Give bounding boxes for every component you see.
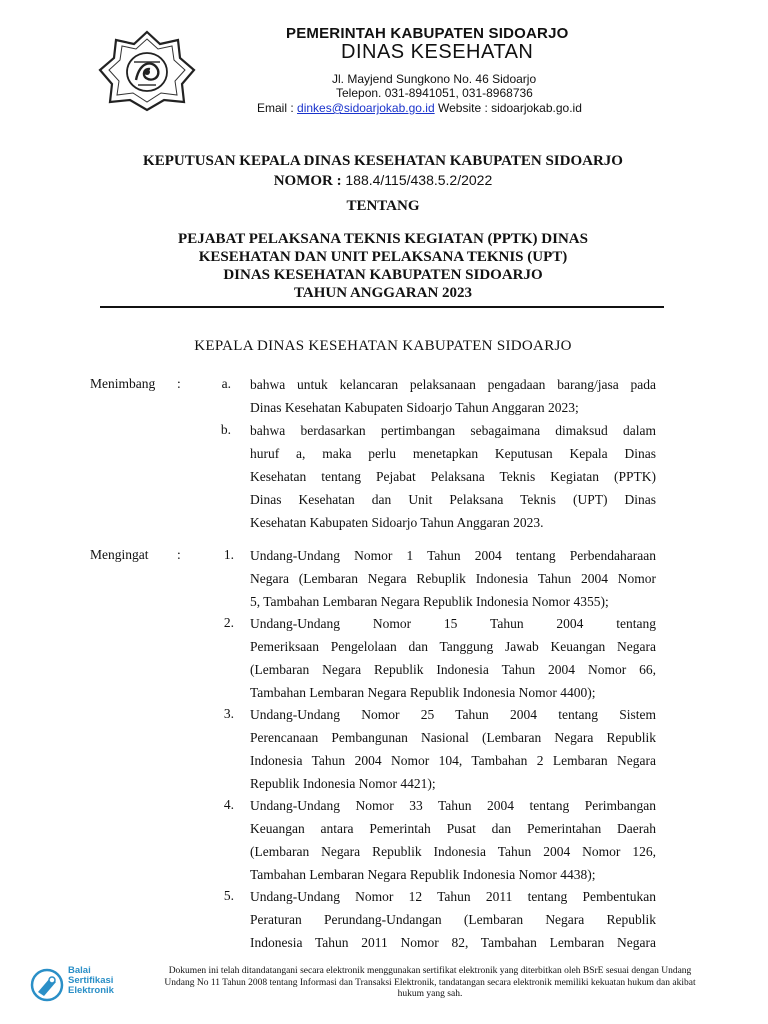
text-line: Tambahan Lembaran Negara Republik Indonesia Nomor 4438);: [250, 867, 596, 882]
subject-line: KESEHATAN DAN UNIT PELAKSANA TEKNIS (UPT): [198, 249, 568, 265]
email-label: Email :: [257, 101, 294, 115]
text-line: bahwa berdasarkan pertimbangan sebagaimana dimaksud dalam: [250, 423, 656, 438]
decree-number-value: 188.4/115/438.5.2/2022: [345, 172, 493, 188]
text-line: Indonesia Tahun 2011 Nomor 82, Tambahan Lembaran Negara: [250, 935, 656, 950]
text-line: 5, Tambahan Lembaran Negara Republik Indonesia Nomor 4355);: [250, 594, 609, 609]
decree-number-label: NOMOR :: [273, 173, 342, 189]
text-line: Keuangan antara Pemerintah Pusat dan Pemerintahan Daerah: [250, 821, 656, 836]
website-label: Website :: [437, 101, 488, 115]
decree-title: KEPUTUSAN KEPALA DINAS KESEHATAN KABUPATEN SIDOARJO: [143, 153, 623, 169]
text-line: Undang-Undang Nomor 12 Tahun 2011 tentang Pembentukan: [250, 889, 656, 904]
considering-item-mark: a.: [221, 376, 231, 391]
subject-line: TAHUN ANGGARAN 2023: [293, 285, 473, 301]
remembering-item-text: [250, 544, 656, 613]
subject-line: PEJABAT PELAKSANA TEKNIS KEGIATAN (PPTK) DINAS: [178, 231, 588, 247]
considering-item-text: [250, 419, 656, 534]
text-line: Undang-Undang Nomor 1 Tahun 2004 tentang Perbendaharaan: [250, 548, 656, 563]
remembering-colon: :: [177, 547, 181, 562]
bsre-logo-line: Sertifikasi: [68, 975, 114, 986]
email-link[interactable]: dinkes@sidoarjokab.go.id: [297, 101, 435, 115]
remembering-item-mark: 1.: [223, 547, 234, 562]
contact-line: [257, 101, 582, 115]
remembering-item-text: [250, 703, 656, 795]
remembering-item-text: [250, 612, 656, 704]
government-name: PEMERINTAH KABUPATEN SIDOARJO: [286, 25, 569, 42]
remembering-item-mark: 3.: [223, 706, 234, 721]
regency-emblem-logo: [98, 30, 196, 112]
remembering-label: Mengingat: [90, 547, 149, 562]
remembering-item-mark: 5.: [223, 888, 234, 903]
bsre-logo: [30, 966, 160, 1006]
considering-item-text: [250, 373, 656, 419]
remembering-item-mark: 2.: [223, 615, 234, 630]
text-line: Republik Indonesia Nomor 4421);: [250, 776, 436, 791]
decree-number: [100, 172, 666, 190]
text-line: Indonesia Tahun 2004 Nomor 104, Tambahan 2 Lembaran Negara: [250, 753, 656, 768]
office-address: Jl. Mayjend Sungkono No. 46 Sidoarjo: [332, 72, 537, 86]
text-line: Pemeriksaan Pengelolaan dan Tanggung Jawab Keuangan Negara: [250, 639, 656, 654]
text-line: (Lembaran Negara Republik Indonesia Tahun 2004 Nomor 66,: [250, 662, 656, 677]
bsre-logo-line: Balai: [68, 965, 91, 976]
considering-item-mark: b.: [220, 422, 231, 437]
considering-label: Menimbang: [90, 376, 156, 391]
text-line: bahwa untuk kelancaran pelaksanaan pengadaan barang/jasa pada: [250, 377, 656, 392]
subject-line: DINAS KESEHATAN KABUPATEN SIDOARJO: [223, 267, 543, 283]
text-line: huruf a, maka perlu menetapkan Keputusan Kepala Dinas: [250, 446, 656, 461]
office-phone: Telepon. 031-8941051, 031-8968736: [336, 86, 533, 100]
text-line: Undang-Undang Nomor 15 Tahun 2004 tentang: [250, 616, 656, 631]
text-line: Dinas Kesehatan Kabupaten Sidoarjo Tahun Anggaran 2023;: [250, 400, 579, 415]
website-text: sidoarjokab.go.id: [491, 101, 582, 115]
remembering-item-text: [250, 885, 656, 954]
remembering-item-mark: 4.: [223, 797, 234, 812]
text-line: Dinas Kesehatan dan Unit Pelaksana Teknis (UPT) Dinas: [250, 492, 656, 507]
remembering-item-text: [250, 794, 656, 886]
footer-note-line: Dokumen ini telah ditandatangani secara elektronik menggunakan sertifikat elektronik yang diterbitkan oleh BSrE sesuai dengan Undang: [168, 966, 692, 976]
about-heading: TENTANG: [346, 198, 420, 214]
text-line: Perencanaan Pembangunan Nasional (Lembaran Negara Republik: [250, 730, 656, 745]
bsre-emblem-icon: [30, 968, 64, 1002]
electronic-signature-note: [146, 966, 714, 1001]
title-divider: [100, 306, 664, 308]
text-line: Negara (Lembaran Negara Rebuplik Indonesia Tahun 2004 Nomor: [250, 571, 656, 586]
signer-heading: KEPALA DINAS KESEHATAN KABUPATEN SIDOARJO: [194, 338, 572, 354]
text-line: (Lembaran Negara Republik Indonesia Tahun 2004 Nomor 126,: [250, 844, 656, 859]
text-line: Undang-Undang Nomor 33 Tahun 2004 tentang Perimbangan: [250, 798, 656, 813]
text-line: Peraturan Perundang-Undangan (Lembaran Negara Republik: [250, 912, 656, 927]
considering-colon: :: [177, 376, 181, 391]
text-line: Undang-Undang Nomor 25 Tahun 2004 tentang Sistem: [250, 707, 656, 722]
text-line: Kesehatan Kabupaten Sidoarjo Tahun Anggaran 2023.: [250, 515, 544, 530]
text-line: Kesehatan tentang Pejabat Pelaksana Teknis Kegiatan (PPTK): [250, 469, 656, 484]
bsre-logo-line: Elektronik: [68, 985, 114, 996]
footer-note-line: Undang No 11 Tahun 2008 tentang Informasi dan Transaksi Elektronik, tandatangan secara elektronik memiliki kekuatan hukum dan akibat: [164, 977, 696, 988]
office-name: DINAS KESEHATAN: [341, 41, 534, 63]
text-line: Tambahan Lembaran Negara Republik Indonesia Nomor 4400);: [250, 685, 596, 700]
footer-note-line: hukum yang sah.: [397, 989, 463, 999]
